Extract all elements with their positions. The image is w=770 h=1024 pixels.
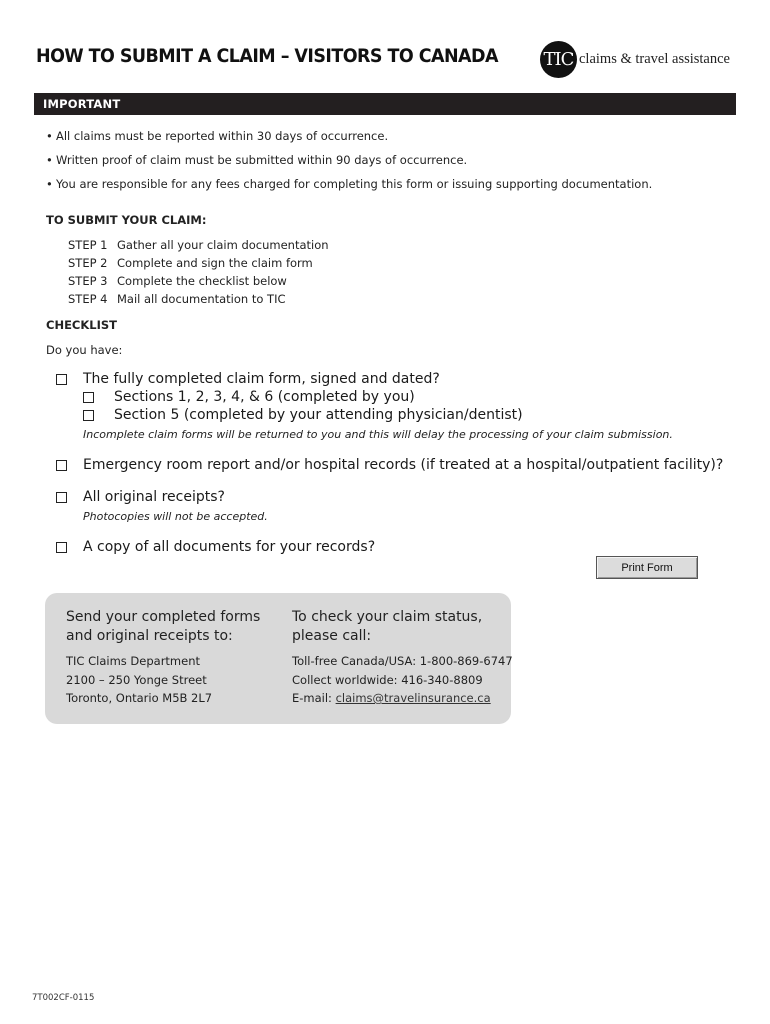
checklist-subitem-sections-you: Sections 1, 2, 3, 4, & 6 (completed by you): [114, 389, 415, 405]
checkbox-sections-you[interactable]: [83, 392, 94, 403]
submit-heading: TO SUBMIT YOUR CLAIM:: [46, 213, 207, 227]
steps-list: [68, 237, 329, 309]
tollfree-phone: Toll-free Canada/USA: 1-800-869-6747: [292, 654, 513, 668]
status-heading-line1: To check your claim status,: [292, 609, 483, 625]
send-heading-line2: and original receipts to:: [66, 628, 233, 644]
checklist-item-copy-documents: A copy of all documents for your records?: [83, 539, 376, 555]
send-section: [66, 608, 260, 709]
bullet-item: • You are responsible for any fees charged for completing this form or issuing supporting documentation.: [46, 177, 653, 191]
print-form-button[interactable]: Print Form: [596, 556, 698, 579]
send-heading-line1: Send your completed forms: [66, 609, 261, 625]
page-title: HOW TO SUBMIT A CLAIM – VISITORS TO CANADA: [36, 45, 498, 67]
checklist-item-hospital-records: Emergency room report and/or hospital records (if treated at a hospital/outpatient facility)?: [83, 457, 724, 473]
status-section: [292, 608, 513, 709]
checklist-heading: CHECKLIST: [46, 318, 118, 332]
claim-form-note: Incomplete claim forms will be returned to you and this will delay the processing of your claim submission.: [83, 428, 673, 441]
bullet-item: • Written proof of claim must be submitted within 90 days of occurrence.: [46, 153, 468, 167]
email-link[interactable]: claims@travelinsurance.ca: [335, 691, 491, 705]
checklist-item-claim-form: The fully completed claim form, signed and dated?: [83, 371, 440, 387]
checkbox-hospital-records[interactable]: [56, 460, 67, 471]
important-bullets: [46, 128, 652, 200]
email-line: E-mail: claims@travelinsurance.ca: [292, 691, 491, 705]
tic-logo: [540, 40, 730, 78]
form-code: 7T002CF-0115: [32, 993, 95, 1003]
receipts-note: Photocopies will not be accepted.: [83, 510, 268, 523]
status-heading-line2: please call:: [292, 628, 372, 644]
address-line: TIC Claims Department: [66, 654, 201, 668]
address-line: 2100 – 250 Yonge Street: [66, 672, 207, 687]
bullet-item: • All claims must be reported within 30 days of occurrence.: [46, 129, 389, 143]
important-bar: IMPORTANT: [34, 93, 736, 115]
checkbox-claim-form[interactable]: [56, 374, 67, 385]
checkbox-receipts[interactable]: [56, 492, 67, 503]
checklist-subitem-section-physician: Section 5 (completed by your attending physician/dentist): [114, 407, 523, 423]
checkbox-copy-documents[interactable]: [56, 542, 67, 553]
step-row: STEP 2 Complete and sign the claim form: [68, 256, 313, 270]
address-line: Toronto, Ontario M5B 2L7: [66, 691, 213, 705]
step-row: STEP 3 Complete the checklist below: [68, 274, 287, 288]
logo-tagline: claims & travel assistance: [579, 50, 730, 67]
checklist-item-receipts: All original receipts?: [83, 489, 225, 505]
step-row: STEP 4 Mail all documentation to TIC: [68, 292, 286, 306]
checklist-prompt: Do you have:: [46, 343, 123, 357]
checkbox-section-physician[interactable]: [83, 410, 94, 421]
collect-phone: Collect worldwide: 416-340-8809: [292, 672, 483, 687]
step-row: STEP 1 Gather all your claim documentation: [68, 238, 329, 252]
tic-logo-mark: TIC: [540, 41, 577, 78]
